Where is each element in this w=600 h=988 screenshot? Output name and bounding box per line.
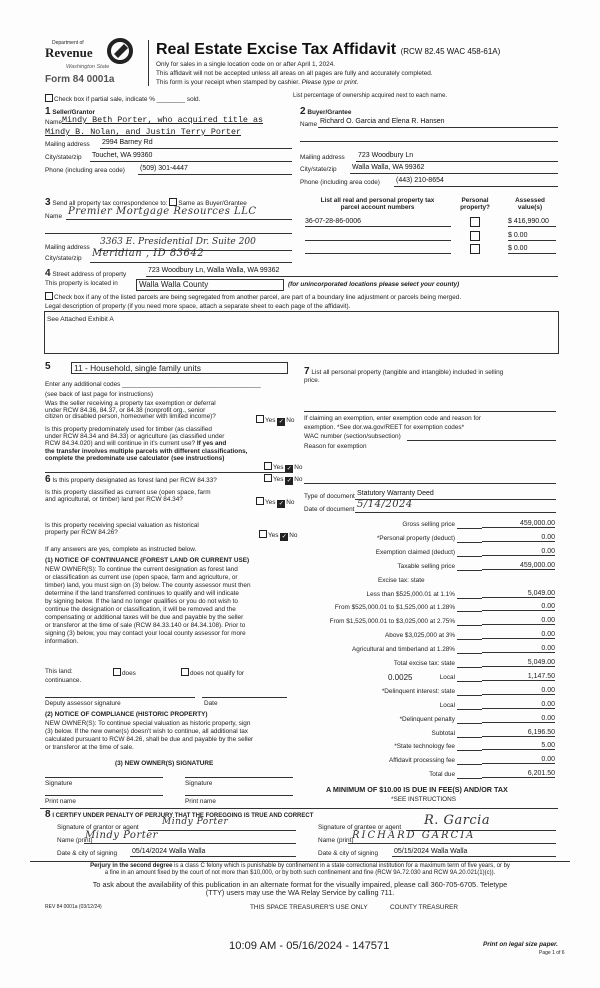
historical-question: Is this property receiving special valuation as historical property per RCW 84.26? bbox=[45, 522, 199, 537]
property-street-label: 4 Street address of property bbox=[45, 268, 127, 279]
personal-property-label: 7 List all personal property (tangible and intangible) included in selling price. bbox=[304, 366, 504, 384]
signature-label: Signature bbox=[45, 780, 73, 787]
price-leader bbox=[457, 611, 482, 612]
form-number: Form 84 0001a bbox=[45, 74, 115, 85]
buyer-mail-label: Mailing address bbox=[300, 154, 345, 161]
price-label: From $525,000.01 to $1,525,000 at 1.28% bbox=[334, 604, 455, 612]
price-value[interactable]: 0.00 bbox=[482, 603, 555, 611]
price-label: *Personal property (deduct) bbox=[376, 534, 455, 542]
no-checkbox[interactable]: ✓ bbox=[286, 478, 292, 484]
price-value[interactable]: 0.00 bbox=[482, 756, 555, 764]
personal-property-checkbox[interactable] bbox=[470, 244, 480, 254]
price-label: Affidavit processing fee bbox=[389, 757, 455, 765]
segregated-checkbox[interactable] bbox=[45, 292, 53, 300]
corr-mail-label: Mailing address bbox=[45, 244, 90, 251]
revision-label: REV 84 0001a (03/12/24) bbox=[45, 904, 102, 910]
timber-yes-no: Yes ✓ No bbox=[264, 462, 302, 473]
new-owner-signature-title: (3) NEW OWNER(S) SIGNATURE bbox=[115, 760, 214, 767]
notice-continuance-title: (1) NOTICE OF CONTINUANCE (FOREST LAND OR CURRENT USE) bbox=[45, 557, 250, 564]
notice-line: or transferor at the time of sale. bbox=[45, 744, 134, 751]
price-leader bbox=[457, 750, 482, 751]
notice-compliance-text bbox=[45, 720, 253, 752]
price-leader bbox=[457, 570, 482, 571]
print-name-label: Print name bbox=[45, 798, 76, 805]
yes-checkbox[interactable] bbox=[264, 462, 272, 470]
located-label: This property is located in bbox=[45, 280, 118, 287]
personal-property-checkbox[interactable] bbox=[470, 231, 480, 241]
corr-city-label: City/state/zip bbox=[45, 255, 82, 262]
property-street[interactable]: 723 Woodbury Ln, Walla Walla, WA 99362 bbox=[148, 267, 280, 274]
price-value[interactable]: 5,049.00 bbox=[482, 659, 555, 667]
notice-line: (3) below. If the new owner(s) doesn't wish to continue, all additional tax bbox=[45, 728, 248, 735]
notice-line: or classification as current use (open space, farm and agriculture, or bbox=[45, 574, 238, 581]
parcel-number[interactable] bbox=[305, 245, 451, 254]
notice-line: continue the designation or classification, it will be removed and the bbox=[45, 606, 236, 613]
price-label: Above $3,025,000 at 3% bbox=[385, 632, 455, 640]
grantor-name[interactable]: Mindy Porter bbox=[85, 830, 158, 841]
page-number: Page 1 of 6 bbox=[539, 950, 565, 956]
grantor-name-label: Name (print) bbox=[57, 837, 93, 844]
seller-phone-label: Phone (including area code) bbox=[45, 167, 125, 174]
legal-paper-note: Print on legal size paper. bbox=[483, 941, 558, 948]
price-value[interactable]: 0.00 bbox=[482, 715, 555, 723]
price-leader bbox=[457, 709, 482, 710]
subtitle-line: This affidavit will not be accepted unless all areas on all pages are fully and accurately completed. bbox=[156, 70, 433, 77]
grantee-date[interactable]: 05/15/2024 Walla Walla bbox=[394, 848, 468, 855]
county-note: (for unincorporated locations please select your county) bbox=[288, 281, 460, 288]
no-checkbox[interactable]: ✓ bbox=[281, 534, 287, 540]
notice-line: timber) land, you must sign on (3) below. The county assessor must then bbox=[45, 582, 251, 589]
buyer-heading: 2 Buyer/Grantee bbox=[300, 106, 352, 117]
revenue-logo-text: Revenue bbox=[45, 45, 93, 60]
price-value[interactable]: 6,201.50 bbox=[482, 770, 555, 778]
notice-compliance-title: (2) NOTICE OF COMPLIANCE (HISTORIC PROPERTY) bbox=[45, 711, 208, 718]
doc-date[interactable]: 5/14/2024 bbox=[357, 499, 413, 510]
ownership-note: List percentage of ownership acquired next to each name. bbox=[293, 93, 448, 99]
if-any-note: If any answers are yes, complete as instructed below. bbox=[45, 546, 197, 553]
timber-question: Is this property predominately used for timber (as classified under RCW 84.34 and 84.33) or agriculture (as classified under RCW 84.34.020) and will continue in it's current use? If yes and the transfer involves multiple parcels with different classifications, complete the predominate use calculator (see instructions) bbox=[45, 426, 248, 462]
current-use-question: Is this property classified as current use (open space, farm and agricultural, or timber) land per RCW 84.34? bbox=[45, 489, 211, 504]
current-use-yes-no: Yes ✓ No bbox=[256, 497, 294, 508]
personal-property-checkbox[interactable] bbox=[470, 217, 480, 227]
legal-label: Legal description of property (if you need more space, attach a separate sheet to each page of the affidavit). bbox=[45, 303, 351, 310]
subtitle-line: Only for sales in a single location code on or after April 1, 2024. bbox=[156, 61, 336, 68]
buyer-mail[interactable]: 723 Woodbury Ln bbox=[358, 152, 414, 159]
parcel-number[interactable]: 36-07-28-86-0006 bbox=[305, 218, 451, 227]
price-leader bbox=[457, 653, 482, 654]
partial-sale-checkbox[interactable] bbox=[45, 94, 53, 102]
subtitle-line: This form is your receipt when stamped by cashier. Please type or print. bbox=[156, 79, 359, 86]
yes-checkbox[interactable] bbox=[256, 497, 264, 505]
price-leader bbox=[457, 764, 482, 765]
price-value[interactable]: 0.00 bbox=[482, 548, 555, 556]
price-value[interactable]: 0.00 bbox=[482, 617, 555, 625]
deputy-date-label: Date bbox=[204, 700, 218, 707]
parcel-header: List all real and personal property tax parcel account numbers bbox=[320, 197, 435, 212]
partial-sale-row: Check box if partial sale, indicate % ________ sold. bbox=[45, 94, 200, 103]
notice-line: calculated pursuant to RCW 84.26, shall be due and payable by the seller bbox=[45, 736, 254, 743]
doc-date-label: Date of document bbox=[304, 506, 355, 513]
price-label: Local bbox=[439, 673, 455, 681]
same-as-buyer-checkbox[interactable] bbox=[169, 198, 177, 206]
price-label: Gross selling price bbox=[402, 521, 455, 528]
personal-header: Personal property? bbox=[460, 197, 490, 212]
no-checkbox[interactable]: ✓ bbox=[278, 419, 284, 425]
doc-type[interactable]: Statutory Warranty Deed bbox=[357, 490, 434, 497]
exemption-yes-no: Yes ✓ No bbox=[256, 415, 294, 426]
grantee-date-label: Date & city of signing bbox=[318, 850, 379, 857]
price-leader bbox=[457, 778, 482, 779]
does-not-option: does not qualify for bbox=[181, 668, 244, 677]
price-label: Excise tax: state bbox=[378, 576, 425, 584]
no-checkbox[interactable]: ✓ bbox=[278, 501, 284, 507]
exemption-note: If claiming an exemption, enter exemption code and reason for exemption. *See dor.wa.gov/REET for exemption codes* bbox=[304, 415, 481, 431]
yes-checkbox[interactable] bbox=[259, 530, 267, 538]
print-name-label: Print name bbox=[185, 798, 216, 805]
price-value[interactable]: 0.00 bbox=[482, 631, 555, 639]
price-value[interactable]: 0.00 bbox=[482, 645, 555, 653]
notice-line: compensating or additional taxes will be due and payable by the seller bbox=[45, 614, 244, 621]
seller-name-line2[interactable]: Mindy B. Nolan, and Justin Terry Porter bbox=[45, 127, 242, 137]
price-value[interactable]: 0.00 bbox=[482, 701, 555, 709]
price-leader bbox=[457, 737, 482, 738]
price-value[interactable]: 0.00 bbox=[482, 687, 555, 695]
buyer-city-label: City/state/zip bbox=[300, 166, 337, 173]
seller-name-line1[interactable]: Mindy Beth Porter, who acquired title as bbox=[62, 115, 264, 125]
forest-yes-no: Yes ✓ No bbox=[264, 474, 302, 485]
seller-city[interactable]: Touchet, WA 99360 bbox=[92, 152, 153, 159]
price-value[interactable]: 6,196.50 bbox=[482, 729, 555, 737]
price-value[interactable]: 459,000.00 bbox=[482, 520, 555, 528]
buyer-name-label: Name bbox=[300, 121, 318, 128]
price-label: Subtotal bbox=[431, 729, 455, 737]
grantee-name-label: Name (print) bbox=[318, 837, 354, 844]
legal-description: See Attached Exhibit A bbox=[47, 316, 114, 323]
price-leader bbox=[457, 625, 482, 626]
corr-name[interactable]: Premier Mortgage Resources LLC bbox=[68, 206, 257, 217]
additional-codes-row: Enter any additional codes _______________________________________ bbox=[45, 381, 261, 388]
minimum-due-note: A MINIMUM OF $10.00 IS DUE IN FEE(S) AND/OR TAX bbox=[326, 785, 508, 794]
assessed-value[interactable]: $ 0.00 bbox=[508, 245, 556, 254]
notice-line: signing (3) below, you may contact your local county assessor for more bbox=[45, 630, 246, 637]
assessed-header: Assessed value(s) bbox=[515, 197, 545, 212]
county-treasurer-label: COUNTY TREASURER bbox=[390, 904, 458, 911]
page-title: Real Estate Excise Tax Affidavit (RCW 82.45 WAC 458-61A) bbox=[156, 41, 501, 58]
treasurer-space-label: THIS SPACE TREASURER'S USE ONLY bbox=[250, 904, 368, 911]
price-label: *State technology fee bbox=[394, 743, 455, 751]
yes-checkbox[interactable] bbox=[264, 474, 272, 482]
price-leader bbox=[457, 556, 482, 557]
price-value[interactable]: 5,049.00 bbox=[482, 590, 555, 598]
header-divider bbox=[148, 40, 149, 86]
notice-line: NEW OWNER(S): To continue special valuation as historic property, sign bbox=[45, 720, 251, 727]
price-label: Total due bbox=[429, 771, 455, 779]
assessed-value[interactable]: $ 0.00 bbox=[508, 232, 556, 241]
price-leader bbox=[457, 667, 482, 668]
notice-line: by signing below. If the land no longer qualifies or you do not wish to bbox=[45, 598, 238, 605]
buyer-name[interactable]: Richard O. Garcia and Elena R. Hansen bbox=[320, 118, 445, 125]
buyer-city[interactable]: Walla Walla, WA 99362 bbox=[352, 164, 425, 171]
notice-line: determine if the land transferred continues to qualify and will indicate bbox=[45, 590, 239, 597]
seller-phone[interactable]: (509) 301-4447 bbox=[140, 165, 188, 172]
notice-line: NEW OWNER(S): To continue the current designation as forest land bbox=[45, 566, 238, 573]
price-leader bbox=[457, 528, 482, 529]
seller-mail-label: Mailing address bbox=[45, 141, 90, 148]
see-instructions: *SEE INSTRUCTIONS bbox=[391, 796, 456, 803]
deputy-signature-label: Deputy assessor signature bbox=[45, 700, 121, 707]
corr-name-label: Name bbox=[45, 213, 63, 220]
state-label: Washington State bbox=[66, 64, 110, 70]
exemption-question: Was the seller receiving a property tax exemption or deferral under RCW 84.36, 84.37, or 84.38 (nonprofit org., senior citizen or disabled person, homeowner with limited income)? bbox=[45, 400, 216, 421]
buyer-phone-label: Phone (including area code) bbox=[300, 179, 380, 186]
correspondence-heading: 3 Send all property tax correspondence to: Same as Buyer/Grantee bbox=[45, 197, 247, 208]
grantee-signature[interactable]: R. Garcia bbox=[424, 813, 491, 828]
signature-label: Signature bbox=[185, 780, 213, 787]
legal-description-field[interactable] bbox=[44, 311, 559, 354]
does-not-checkbox[interactable] bbox=[181, 668, 189, 676]
price-label: Agricultural and timberland at 1.28% bbox=[351, 646, 455, 654]
grantor-date[interactable]: 05/14/2024 Walla Walla bbox=[132, 848, 206, 855]
no-checkbox[interactable]: ✓ bbox=[286, 466, 292, 472]
price-value[interactable]: 5.00 bbox=[482, 742, 555, 750]
price-label: From $1,525,000.01 to $3,025,000 at 2.75% bbox=[329, 618, 455, 626]
price-label: *Delinquent interest: state bbox=[381, 687, 455, 695]
seller-city-label: City/state/zip bbox=[45, 154, 82, 161]
alt-format-notice: To ask about the availability of this publication in an alternate format for the visually impaired, please call 360-705-6705. Teletype (TTY) users may use the WA Relay Service by calling 711. bbox=[92, 880, 508, 897]
grantor-date-label: Date & city of signing bbox=[57, 850, 118, 857]
segregated-row: Check box if any of the listed parcels are being segregated from another parcel, are part of a boundary line adjustment or parcels being merged. bbox=[45, 292, 461, 301]
doc-type-label: Type of document bbox=[304, 493, 355, 500]
price-label: Less than $525,000.01 at 1.1% bbox=[366, 590, 455, 598]
price-value[interactable]: 0.00 bbox=[482, 534, 555, 542]
buyer-phone[interactable]: (443) 210-8654 bbox=[396, 177, 444, 184]
grantor-signature[interactable]: Mindy Porter bbox=[162, 817, 229, 827]
reason-label: Reason for exemption bbox=[304, 443, 367, 450]
price-value[interactable]: 459,000.00 bbox=[482, 562, 555, 570]
perjury-notice: Perjury in the second degree is a class C felony which is punishable by confinement in a state correctional institution for a maximum term of five years, or by a fine in an amount fixed by the court of not more than $10,000, or by both such confinement and fine (RCW 9A.72.030 and RCW 9A.20.021(1)(c)). bbox=[90, 863, 510, 876]
price-label: *Delinquent penalty bbox=[399, 715, 455, 723]
forest-question: 6 Is this property designated as forest land per RCW 84.33? bbox=[45, 474, 217, 485]
notice-continuance-text bbox=[45, 566, 251, 646]
historical-yes-no: Yes ✓ No bbox=[259, 530, 297, 541]
price-label: Local bbox=[439, 701, 455, 709]
continuance-label: continuance. bbox=[45, 677, 82, 684]
price-leader bbox=[457, 695, 482, 696]
land-use-code-select[interactable]: 11 - Household, single family units bbox=[71, 362, 288, 374]
parcel-number[interactable] bbox=[305, 232, 451, 241]
grantee-name[interactable]: RICHARD GARCIA bbox=[352, 830, 476, 841]
wac-label: WAC number (section/subsection) bbox=[304, 433, 401, 440]
see-back-note: (see back of last page for instructions) bbox=[45, 391, 153, 398]
local-rate: 0.0025 bbox=[388, 672, 413, 682]
price-label: Taxable selling price bbox=[397, 562, 455, 570]
price-leader bbox=[457, 723, 482, 724]
price-label: Exemption claimed (deduct) bbox=[375, 548, 455, 556]
section-5-number: 5 bbox=[45, 361, 51, 372]
cashier-stamp: 10:09 AM - 05/16/2024 - 147571 bbox=[229, 940, 390, 952]
yes-checkbox[interactable] bbox=[256, 415, 264, 423]
grantee-signature-label: Signature of grantee or agent bbox=[318, 824, 402, 831]
notice-line: information. bbox=[45, 638, 79, 645]
corr-city[interactable]: Meridian , ID 83642 bbox=[92, 248, 205, 259]
dept-label: Department of bbox=[52, 40, 84, 46]
seller-name-label: Name bbox=[45, 119, 63, 126]
price-leader bbox=[457, 639, 482, 640]
county-select[interactable]: Walla Walla County bbox=[136, 279, 284, 291]
dor-logo-icon bbox=[106, 38, 134, 64]
this-land-label: This land: bbox=[45, 668, 73, 675]
price-leader bbox=[457, 598, 482, 599]
seller-mail[interactable]: 2994 Barney Rd bbox=[102, 139, 153, 146]
price-leader bbox=[457, 542, 482, 543]
does-checkbox[interactable] bbox=[113, 668, 121, 676]
seller-heading: 1 Seller/Grantor bbox=[45, 106, 95, 117]
corr-mail[interactable]: 3363 E. Presidential Dr. Suite 200 bbox=[100, 237, 256, 247]
assessed-value[interactable]: $ 416,990.00 bbox=[508, 218, 556, 227]
notice-line: or transferor at the time of sale (RCW 84.33.140 or 84.34.108). Prior to bbox=[45, 622, 246, 629]
price-label: Total excise tax: state bbox=[393, 660, 455, 667]
grantor-signature-label: Signature of grantor or agent bbox=[57, 824, 139, 831]
price-leader bbox=[457, 681, 482, 682]
price-value[interactable]: 1,147.50 bbox=[482, 673, 555, 681]
does-option: does bbox=[113, 668, 136, 677]
certify-heading: 8 I CERTIFY UNDER PENALTY OF PERJURY THAT THE FOREGOING IS TRUE AND CORRECT bbox=[45, 809, 314, 820]
